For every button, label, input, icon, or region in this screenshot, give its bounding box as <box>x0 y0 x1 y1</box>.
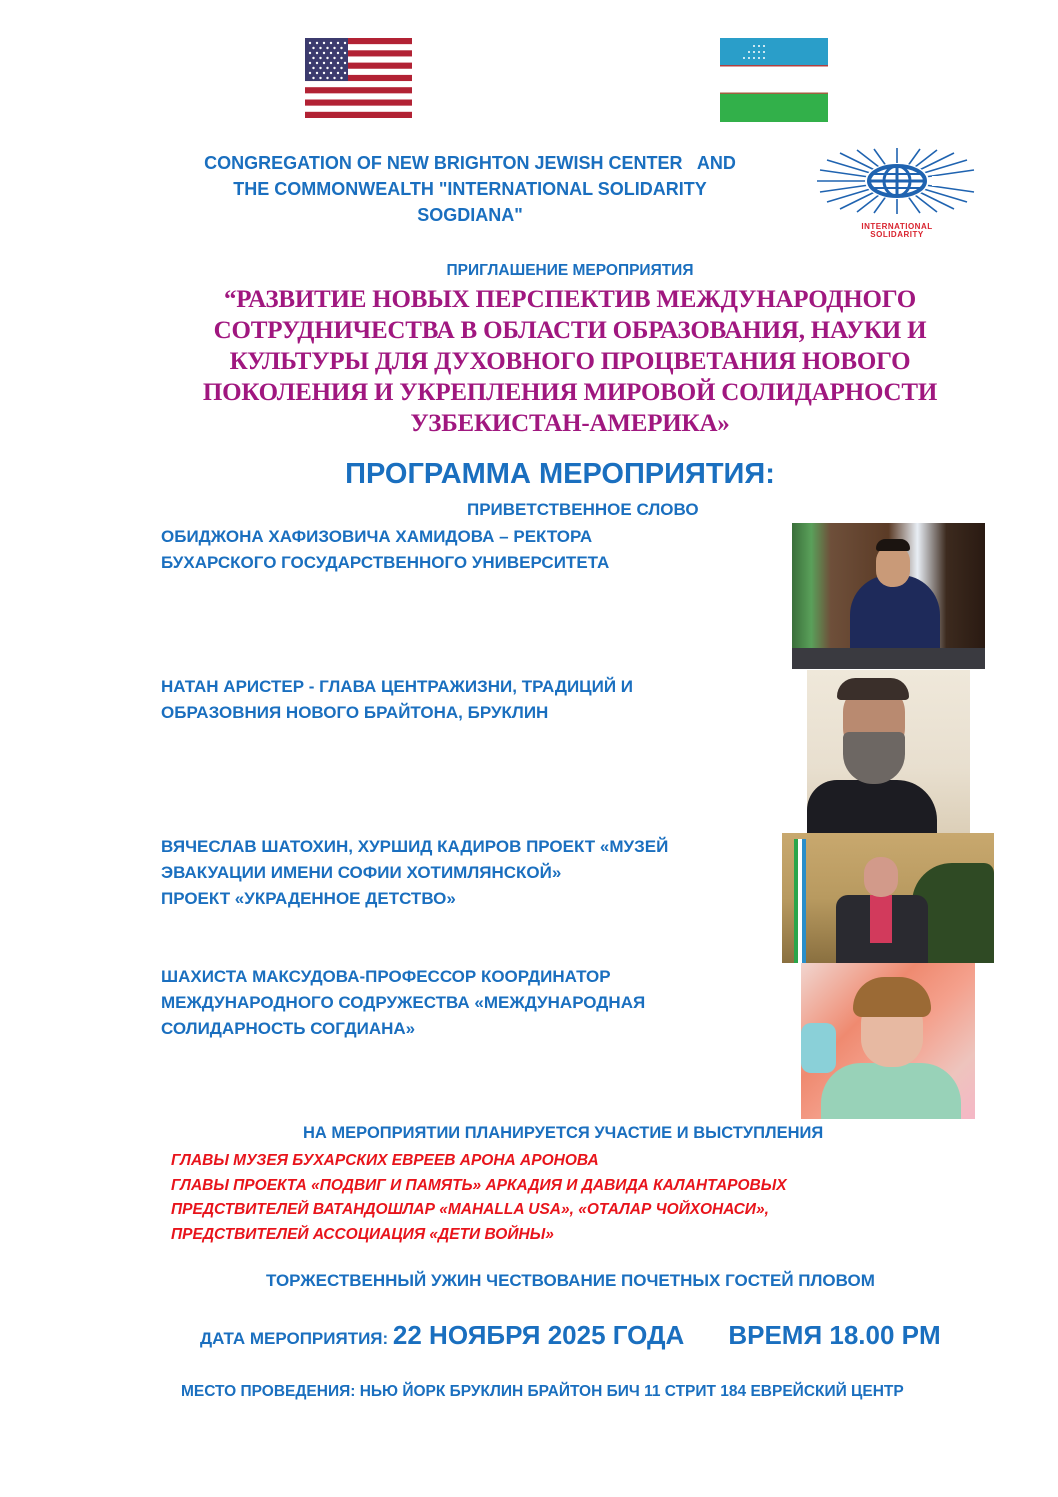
venue: МЕСТО ПРОВЕДЕНИЯ: НЬЮ ЙОРК БРУКЛИН БРАЙТОН БИЧ 11 СТРИТ 184 ЕВРЕЙСКИЙ ЦЕНТР <box>181 1383 904 1400</box>
event-title-line: УЗБЕКИСТАН-АМЕРИКА» <box>410 410 730 437</box>
speaker-line: МЕЖДУНАРОДНОГО СОДРУЖЕСТВА «МЕЖДУНАРОДНАЯ <box>161 993 646 1012</box>
greeting-label: ПРИВЕТСТВЕННОЕ СЛОВО <box>467 500 699 519</box>
international-solidarity-logo <box>812 148 982 239</box>
participation-title: НА МЕРОПРИЯТИИ ПЛАНИРУЕТСЯ УЧАСТИЕ И ВЫСТУПЛЕНИЯ <box>303 1124 824 1142</box>
participant-item: ПРЕДСТВИТЕЛЕЙ ВАТАНДОШЛАР «MAHALLA USA», «ОТАЛАР ЧОЙХОНАСИ», <box>171 1201 769 1218</box>
speaker-3-photo <box>782 833 994 963</box>
event-title-line: ПОКОЛЕНИЯ И УКРЕПЛЕНИЯ МИРОВОЙ СОЛИДАРНОСТИ <box>202 379 938 406</box>
event-title-line: СОТРУДНИЧЕСТВА В ОБЛАСТИ ОБРАЗОВАНИЯ, НАУКИ И <box>213 317 927 344</box>
speaker-4 <box>161 964 761 1042</box>
uz-flag-icon <box>720 38 828 122</box>
speaker-line: ОБИДЖОНА ХАФИЗОВИЧА ХАМИДОВА – РЕКТОРА <box>161 527 593 546</box>
globe-rays-icon <box>812 148 982 218</box>
invitation-label: ПРИГЛАШЕНИЕ МЕРОПРИЯТИЯ <box>446 262 694 279</box>
speaker-line: ЭВАКУАЦИИ ИМЕНИ СОФИИ ХОТИМЛЯНСКОЙ» <box>161 863 562 882</box>
speaker-line: ШАХИСТА МАКСУДОВА-ПРОФЕССОР КООРДИНАТОР <box>161 967 611 986</box>
speaker-4-photo <box>801 963 975 1119</box>
dinner-note: ТОРЖЕСТВЕННЫЙ УЖИН ЧЕСТВОВАНИЕ ПОЧЕТНЫХ ГОСТЕЙ ПЛОВОМ <box>266 1271 875 1290</box>
speaker-line: БУХАРСКОГО ГОСУДАРСТВЕННОГО УНИВЕРСИТЕТА <box>161 553 610 572</box>
event-title-line: КУЛЬТУРЫ ДЛЯ ДУХОВНОГО ПРОЦВЕТАНИЯ НОВОГО <box>229 348 911 375</box>
participants-list <box>171 1149 787 1247</box>
speaker-2-photo <box>807 670 970 833</box>
date-value: 22 НОЯБРЯ 2025 ГОДА <box>392 1320 685 1350</box>
speaker-line: ОБРАЗОВНИЯ НОВОГО БРАЙТОНА, БРУКЛИН <box>161 703 549 722</box>
speaker-line: ВЯЧЕСЛАВ ШАТОХИН, ХУРШИД КАДИРОВ ПРОЕКТ «МУЗЕЙ <box>161 837 669 856</box>
event-title <box>190 284 950 439</box>
speaker-3 <box>161 834 781 912</box>
organizers-heading <box>170 150 770 228</box>
date-time-line <box>200 1320 941 1351</box>
event-time: ВРЕМЯ 18.00 PM <box>728 1320 941 1350</box>
logo-text-line: SOLIDARITY <box>870 230 924 239</box>
organizers-line: CONGREGATION OF NEW BRIGHTON JEWISH CENTER AND <box>204 153 736 173</box>
event-title-line: “РАЗВИТИЕ НОВЫХ ПЕРСПЕКТИВ МЕЖДУНАРОДНОГО <box>223 286 917 313</box>
date-label: ДАТА МЕРОПРИЯТИЯ: <box>200 1329 393 1348</box>
participant-item: ПРЕДСТВИТЕЛЕЙ АССОЦИАЦИЯ «ДЕТИ ВОЙНЫ» <box>171 1225 554 1243</box>
speaker-1 <box>161 524 761 576</box>
us-flag-icon <box>305 38 412 118</box>
organizers-line: SOGDIANA" <box>417 205 523 225</box>
speaker-line: НАТАН АРИСТЕР - ГЛАВА ЦЕНТРАЖИЗНИ, ТРАДИЦИЙ И <box>161 677 633 696</box>
participant-item: ГЛАВЫ МУЗЕЯ БУХАРСКИХ ЕВРЕЕВ АРОНА АРОНОВА <box>171 1152 599 1169</box>
speaker-1-photo <box>792 523 985 669</box>
speaker-2 <box>161 674 761 726</box>
program-title: ПРОГРАММА МЕРОПРИЯТИЯ: <box>345 458 775 490</box>
speaker-line: СОЛИДАРНОСТЬ СОГДИАНА» <box>161 1019 416 1038</box>
logo-text-line: INTERNATIONAL <box>861 222 933 231</box>
speaker-line: ПРОЕКТ «УКРАДЕННОЕ ДЕТСТВО» <box>161 889 456 908</box>
participant-item: ГЛАВЫ ПРОЕКТА «ПОДВИГ И ПАМЯТЬ» АРКАДИЯ И ДАВИДА КАЛАНТАРОВЫХ <box>171 1176 787 1194</box>
organizers-line: THE COMMONWEALTH "INTERNATIONAL SOLIDARITY <box>233 179 707 199</box>
